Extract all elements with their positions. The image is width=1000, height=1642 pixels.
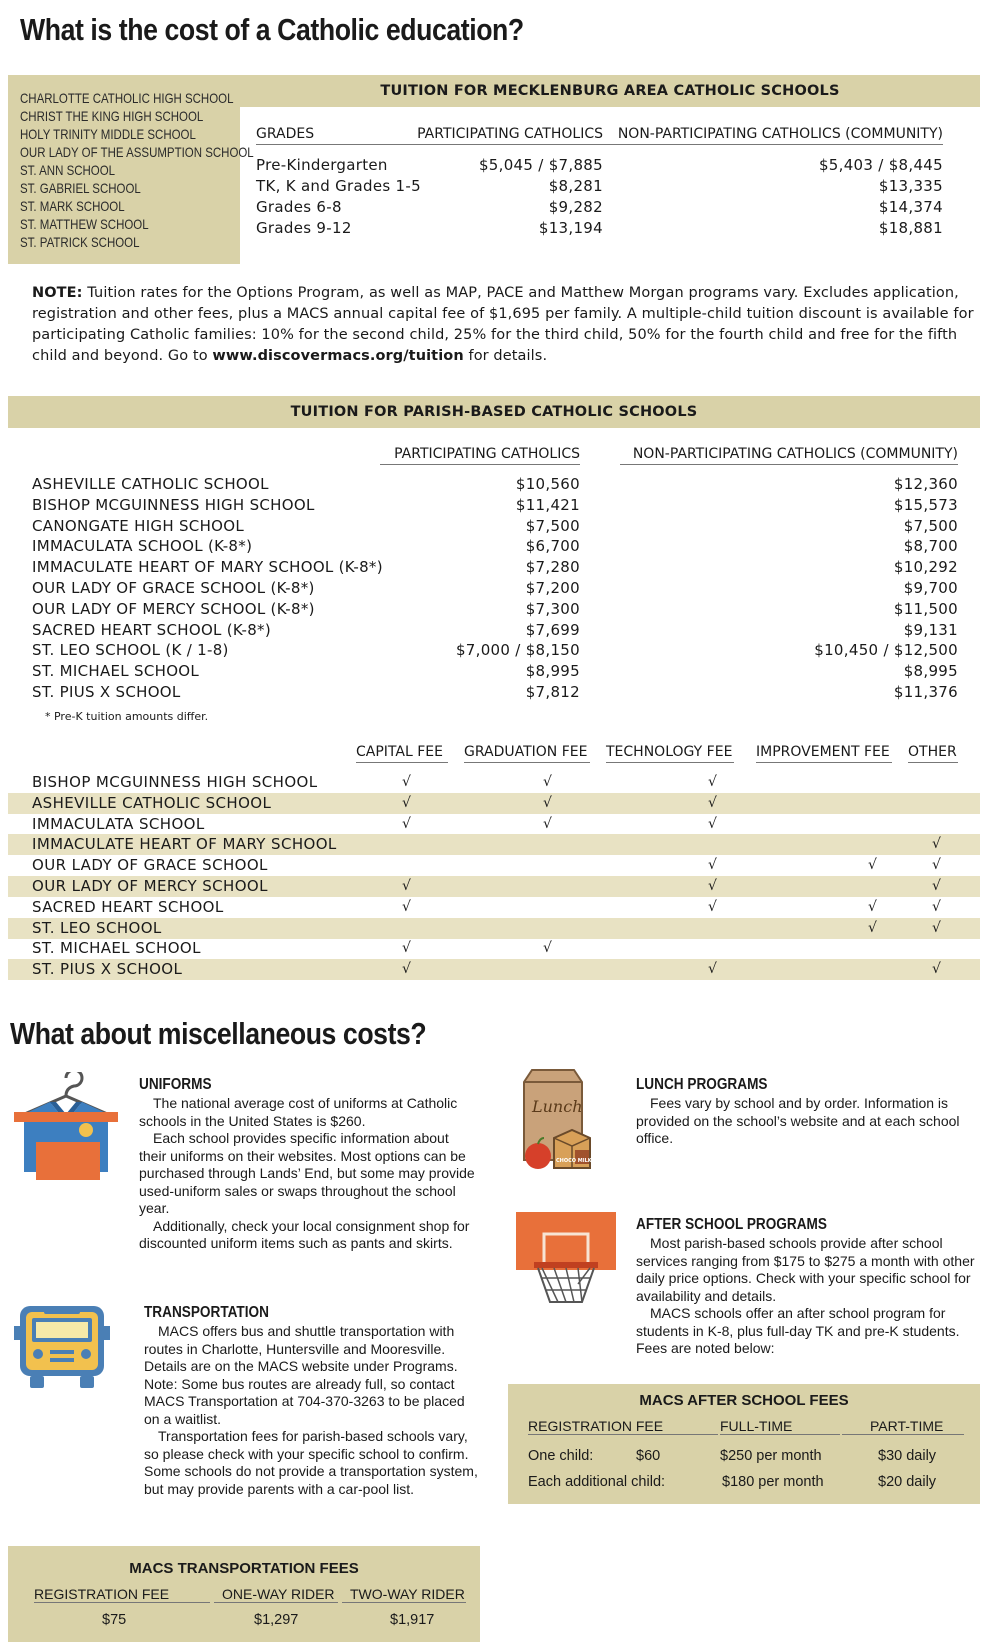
header-grades: GRADES — [256, 126, 411, 145]
transportation-section — [144, 1304, 480, 1498]
checkmark-icon: √ — [402, 898, 412, 915]
macs-school-item: ST. MARK SCHOOL — [20, 198, 125, 214]
checkmark-icon: √ — [402, 774, 412, 790]
parish-non-participating-cell: $9,700 — [903, 579, 958, 597]
grade-cell: Pre-Kindergarten — [256, 156, 388, 174]
parish-non-participating-cell: $8,995 — [903, 662, 958, 681]
fee-header-2: TECHNOLOGY FEE — [606, 744, 734, 763]
after-school-title: AFTER SCHOOL PROGRAMS — [636, 1216, 827, 1233]
basketball-hoop-icon — [516, 1212, 616, 1316]
parish-school-name: SACRED HEART SCHOOL (K-8*) — [32, 620, 272, 639]
after-school-section — [636, 1216, 976, 1358]
macs-school-item: CHARLOTTE CATHOLIC HIGH SCHOOL — [20, 90, 234, 106]
parish-non-participating-cell: $10,292 — [893, 558, 958, 577]
participating-cell: $9,282 — [548, 198, 603, 216]
parish-non-participating-cell: $11,376 — [893, 683, 958, 701]
school-bus-icon — [14, 1302, 110, 1394]
parish-school-name: IMMACULATA SCHOOL (K-8*) — [32, 537, 253, 556]
checkmark-icon: √ — [543, 794, 553, 811]
prek-footnote: * Pre-K tuition amounts differ. — [45, 710, 209, 723]
asf-row1-full: $250 per month — [720, 1448, 822, 1464]
transportation-fees-title: MACS TRANSPORTATION FEES — [129, 1560, 359, 1577]
parish-school-name: OUR LADY OF GRACE SCHOOL (K-8*) — [32, 579, 315, 597]
grade-cell: TK, K and Grades 1-5 — [256, 177, 421, 195]
fee-header-0: CAPITAL FEE — [356, 744, 448, 763]
checkmark-icon: √ — [708, 857, 718, 874]
asf-row1-registration: $60 — [636, 1448, 661, 1464]
parish-non-participating-cell: $10,450 / $12,500 — [814, 641, 958, 660]
fee-school-name: BISHOP MCGUINNESS HIGH SCHOOL — [32, 773, 318, 791]
fee-school-name: ST. MICHAEL SCHOOL — [32, 939, 201, 958]
parish-participating-cell: $11,421 — [515, 495, 580, 514]
fee-row — [8, 897, 980, 918]
checkmark-icon: √ — [402, 940, 412, 957]
parish-school-name: CANONGATE HIGH SCHOOL — [32, 516, 245, 535]
tf-two-way-value: $1,917 — [390, 1612, 435, 1628]
fee-school-name: OUR LADY OF GRACE SCHOOL — [32, 856, 268, 875]
grade-cell: Grades 6-8 — [256, 198, 342, 216]
fee-row — [8, 959, 980, 980]
parish-header-participating: PARTICIPATING CATHOLICS — [380, 446, 580, 465]
parish-non-participating-cell: $12,360 — [893, 475, 958, 493]
fee-school-name: ASHEVILLE CATHOLIC SCHOOL — [32, 793, 272, 812]
lunch-p1: Fees vary by school and by order. Information is provided on the school’s website and at each school office. — [636, 1095, 960, 1146]
parish-school-name: ST. PIUS X SCHOOL — [32, 683, 181, 701]
fee-school-name: IMMACULATE HEART OF MARY SCHOOL — [32, 835, 337, 854]
parish-participating-cell: $6,700 — [525, 537, 580, 556]
participating-cell: $5,045 / $7,885 — [478, 156, 603, 174]
grade-cell: Grades 9-12 — [256, 219, 352, 237]
non-participating-cell: $14,374 — [878, 198, 943, 216]
fee-row — [8, 834, 980, 855]
misc-costs-title: What about miscellaneous costs? — [10, 1016, 427, 1051]
lunch-section — [636, 1076, 976, 1148]
lunch-bag-text: Lunch — [532, 1097, 583, 1116]
non-participating-cell: $13,335 — [878, 177, 943, 195]
mecklenburg-title-band — [240, 75, 980, 107]
parish-school-name: OUR LADY OF MERCY SCHOOL (K-8*) — [32, 599, 315, 618]
parish-participating-cell: $7,280 — [525, 558, 580, 577]
parish-school-name: ASHEVILLE CATHOLIC SCHOOL — [32, 475, 269, 493]
parish-non-participating-cell: $11,500 — [893, 599, 958, 618]
transportation-fees-box — [8, 1546, 480, 1642]
fee-row — [8, 772, 980, 793]
asf-row2-label: Each additional child: — [528, 1474, 666, 1490]
fee-school-name: ST. PIUS X SCHOOL — [32, 960, 183, 979]
checkmark-icon: √ — [932, 919, 942, 936]
asf-row1-label: One child: — [528, 1448, 594, 1464]
parish-title-band — [8, 396, 980, 428]
checkmark-icon: √ — [708, 878, 718, 894]
checkmark-icon: √ — [932, 898, 942, 915]
checkmark-icon: √ — [402, 878, 412, 894]
parish-participating-cell: $7,812 — [525, 683, 580, 701]
fee-row — [8, 938, 980, 959]
parish-school-name: ST. LEO SCHOOL (K / 1-8) — [32, 641, 229, 660]
after-school-p2: MACS schools offer an after school program for students in K-8, plus full-day TK and pre-K students. Fees are noted below: — [636, 1305, 960, 1356]
parish-participating-cell: $8,995 — [525, 662, 580, 681]
parish-school-name: ST. MICHAEL SCHOOL — [32, 662, 200, 681]
uniform-icon — [10, 1072, 122, 1188]
milk-carton-text: CHOCO MILK — [556, 1158, 592, 1164]
uniforms-p3: Additionally, check your local consignment shop for discounted uniform items such as pants and skirts. — [139, 1217, 470, 1251]
lunch-title: LUNCH PROGRAMS — [636, 1076, 768, 1093]
parish-participating-cell: $7,500 — [525, 516, 580, 535]
parish-participating-cell: $10,560 — [515, 475, 580, 493]
parish-participating-cell: $7,699 — [525, 620, 580, 639]
non-participating-cell: $5,403 / $8,445 — [818, 156, 943, 174]
tf-header-one-way: ONE-WAY RIDER — [214, 1586, 338, 1603]
header-participating: PARTICIPATING CATHOLICS — [411, 126, 603, 145]
asf-header-registration: REGISTRATION FEE — [528, 1418, 718, 1435]
transportation-title: TRANSPORTATION — [144, 1304, 269, 1321]
checkmark-icon: √ — [932, 961, 942, 978]
checkmark-icon: √ — [543, 774, 553, 790]
tuition-note — [32, 283, 980, 367]
checkmark-icon: √ — [868, 898, 878, 915]
checkmark-icon: √ — [708, 794, 718, 811]
page-title: What is the cost of a Catholic education? — [20, 12, 524, 47]
note-text: Tuition rates for the Options Program, as well as MAP, PACE and Matthew Morgan programs vary. Excludes application, registration and other fees, plus a MACS annual capital fee of $1,695 per family. A multiple-child tuition discount is available for participating Catholic families: 10% for the second child, 25% for the third child, 50% for the fourth child and free for the fifth child and beyond. Go to — [32, 285, 974, 364]
checkmark-icon: √ — [402, 815, 412, 832]
fee-row — [8, 855, 980, 876]
note-text-end: for details. — [463, 348, 548, 364]
after-school-fees-box — [508, 1384, 980, 1504]
asf-row2-full: $180 per month — [722, 1474, 824, 1490]
fee-header-1: GRADUATION FEE — [464, 744, 590, 763]
parish-non-participating-cell: $8,700 — [903, 537, 958, 556]
parish-school-name: IMMACULATE HEART OF MARY SCHOOL (K-8*) — [32, 558, 383, 577]
fee-school-name: ST. LEO SCHOOL — [32, 918, 162, 937]
checkmark-icon: √ — [932, 878, 942, 894]
parish-non-participating-cell: $9,131 — [903, 620, 958, 639]
asf-header-part: PART-TIME — [842, 1418, 964, 1435]
fee-row — [8, 918, 980, 939]
parish-non-participating-cell: $7,500 — [903, 516, 958, 535]
after-school-fees-title: MACS AFTER SCHOOL FEES — [639, 1392, 849, 1409]
tuition-link[interactable]: www.discovermacs.org/tuition — [212, 348, 464, 364]
checkmark-icon: √ — [543, 940, 553, 957]
header-non-participating: NON-PARTICIPATING CATHOLICS (COMMUNITY) — [603, 126, 943, 145]
tf-registration-value: $75 — [102, 1612, 127, 1628]
transportation-p2: Transportation fees for parish-based schools vary, so please check with your specific school to confirm. Some schools do not provide a transportation system, but may provide parents with a car-pool list. — [144, 1428, 478, 1497]
checkmark-icon: √ — [708, 898, 718, 915]
parish-header-non-participating: NON-PARTICIPATING CATHOLICS (COMMUNITY) — [620, 446, 958, 465]
uniforms-p1: The national average cost of uniforms at Catholic schools in the United States is $260. — [139, 1095, 458, 1129]
macs-school-list — [8, 75, 254, 264]
checkmark-icon: √ — [868, 919, 878, 936]
tf-header-two-way: TWO-WAY RIDER — [342, 1586, 466, 1603]
fee-school-name: OUR LADY OF MERCY SCHOOL — [32, 877, 268, 895]
parish-title: TUITION FOR PARISH-BASED CATHOLIC SCHOOLS — [290, 404, 698, 420]
asf-row1-part: $30 daily — [878, 1448, 937, 1464]
parish-participating-cell: $7,200 — [525, 579, 580, 597]
checkmark-icon: √ — [543, 815, 553, 832]
checkmark-icon: √ — [708, 815, 718, 832]
macs-school-item: ST. PATRICK SCHOOL — [20, 234, 140, 250]
checkmark-icon: √ — [708, 961, 718, 978]
checkmark-icon: √ — [932, 836, 942, 853]
parish-participating-cell: $7,300 — [525, 599, 580, 618]
checkmark-icon: √ — [402, 794, 412, 811]
note-label: NOTE: — [32, 285, 83, 301]
macs-school-item: HOLY TRINITY MIDDLE SCHOOL — [20, 126, 196, 142]
macs-school-item: ST. GABRIEL SCHOOL — [20, 180, 141, 196]
asf-header-full: FULL-TIME — [720, 1418, 840, 1435]
macs-school-item: ST. MATTHEW SCHOOL — [20, 216, 149, 232]
macs-school-item: CHRIST THE KING HIGH SCHOOL — [20, 108, 204, 124]
fee-school-name: SACRED HEART SCHOOL — [32, 897, 224, 916]
checkmark-icon: √ — [932, 857, 942, 874]
checkmark-icon: √ — [868, 857, 878, 874]
macs-school-item: OUR LADY OF THE ASSUMPTION SCHOOL — [20, 144, 254, 160]
asf-row2-part: $20 daily — [878, 1474, 937, 1490]
parish-school-name: BISHOP MCGUINNESS HIGH SCHOOL — [32, 495, 315, 514]
participating-cell: $8,281 — [548, 177, 603, 195]
fee-header-4: OTHER — [908, 744, 958, 763]
checkmark-icon: √ — [402, 961, 412, 978]
tf-header-registration: REGISTRATION FEE — [34, 1586, 210, 1603]
fee-header-3: IMPROVEMENT FEE — [756, 744, 892, 763]
uniforms-title: UNIFORMS — [139, 1076, 212, 1093]
fee-row — [8, 793, 980, 814]
fee-row — [8, 814, 980, 835]
participating-cell: $13,194 — [538, 219, 603, 237]
uniforms-section — [139, 1076, 479, 1253]
fee-school-name: IMMACULATA SCHOOL — [32, 814, 205, 833]
uniforms-p2: Each school provides specific information about their uniforms on their websites. Most options can be purchased through Lands’ End, but some may provide used-uniform sales or swaps throughout the school year. — [139, 1130, 475, 1216]
lunch-bag-icon — [512, 1064, 612, 1178]
after-school-p1: Most parish-based schools provide after school services ranging from $175 to $275 a month with other daily price options. Check with your specific school for availability and details. — [636, 1235, 975, 1304]
non-participating-cell: $18,881 — [878, 219, 943, 237]
tf-one-way-value: $1,297 — [254, 1612, 299, 1628]
macs-school-item: ST. ANN SCHOOL — [20, 162, 116, 178]
parish-participating-cell: $7,000 / $8,150 — [455, 641, 580, 660]
parish-non-participating-cell: $15,573 — [893, 495, 958, 514]
fee-row — [8, 876, 980, 897]
transportation-p1: MACS offers bus and shuttle transportation with routes in Charlotte, Huntersville and Mooresville. Details are on the MACS website under Programs. Note: Some bus routes are already full, so contact MACS Transportation at 704-370-3263 to be placed on a waitlist. — [144, 1323, 465, 1427]
checkmark-icon: √ — [708, 774, 718, 790]
mecklenburg-title: TUITION FOR MECKLENBURG AREA CATHOLIC SCHOOLS — [380, 83, 840, 99]
